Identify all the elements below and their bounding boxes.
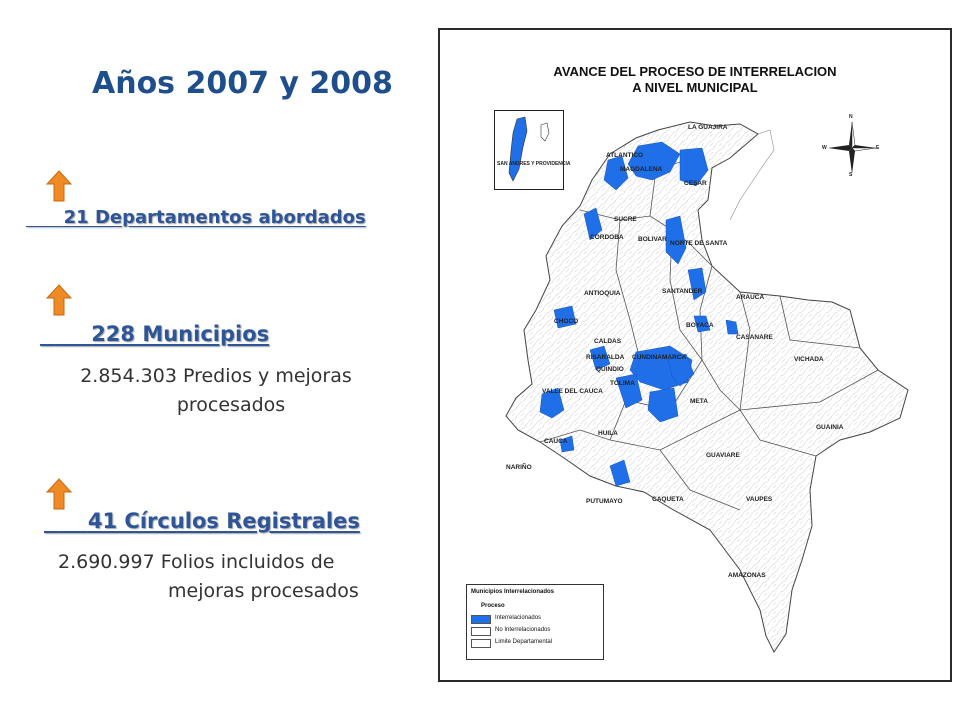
dept-label: CHOCO <box>554 318 579 325</box>
dept-label: CORDOBA <box>590 234 624 241</box>
compass-s: S <box>849 172 853 178</box>
folios-stat <box>54 548 394 607</box>
dept-label: NARIÑO <box>506 464 532 471</box>
predios-line1: 2.854.303 Predios y mejoras <box>80 365 352 387</box>
legend-item: No Interrelacionados <box>495 627 551 633</box>
map-legend <box>466 584 604 660</box>
map-title-line2: A NIVEL MUNICIPAL <box>632 80 758 95</box>
dept-label: BOLIVAR <box>638 236 667 243</box>
dept-label: LA GUAJIRA <box>688 124 728 131</box>
dept-label: ATLANTICO <box>606 152 644 159</box>
folios-line1: 2.690.997 Folios incluidos de <box>58 551 335 573</box>
dept-label: CASANARE <box>736 334 773 341</box>
dept-label: CUNDINAMARCA <box>632 354 687 361</box>
dept-label: MAGDALENA <box>620 166 663 173</box>
predios-stat <box>56 362 376 421</box>
dept-label: CALDAS <box>594 338 622 345</box>
dept-label: VAUPES <box>746 496 773 503</box>
dept-label: CAUCA <box>544 438 568 445</box>
legend-subtitle: Proceso <box>481 603 505 609</box>
departamentos-label: 21 Departamentos abordados <box>63 207 366 228</box>
compass-w: W <box>822 145 827 151</box>
dept-label: HUILA <box>598 430 618 437</box>
map-title-line1: AVANCE DEL PROCESO DE INTERRELACION <box>553 64 837 79</box>
legend-title: Municipios Interrelacionados <box>471 589 555 595</box>
legend-swatch-limite <box>471 639 491 648</box>
dept-label: ARAUCA <box>736 294 765 301</box>
dept-label: SUCRE <box>614 216 637 223</box>
dept-label: META <box>690 398 708 405</box>
dept-label: NORTE DE SANTA <box>670 240 728 247</box>
dept-label: CESAR <box>684 180 707 187</box>
dept-label: RISARALDA <box>586 354 625 361</box>
legend-item: Limite Departamental <box>495 639 553 645</box>
dept-label: BOYACA <box>686 322 714 329</box>
legend-swatch-interrelacionados <box>471 615 491 624</box>
municipios-label: 228 Municipios <box>91 322 270 346</box>
compass-e: E <box>876 145 880 151</box>
legend-item: Interrelacionados <box>495 615 542 621</box>
dept-label: VALLE DEL CAUCA <box>542 388 603 395</box>
folios-line2: mejoras procesados <box>168 580 359 603</box>
municipios-bullet <box>40 298 269 346</box>
circulos-bullet <box>44 485 360 533</box>
inset-label: SAN ANDRES Y PROVIDENCIA <box>497 161 571 167</box>
departamentos-bullet <box>26 186 366 228</box>
compass-n: N <box>849 114 853 120</box>
dept-label: CAQUETA <box>652 496 684 503</box>
dept-label: PUTUMAYO <box>586 498 623 505</box>
circulos-label: 41 Círculos Registrales <box>87 509 360 533</box>
dept-label: AMAZONAS <box>728 572 766 579</box>
dept-label: QUINDIO <box>596 366 624 373</box>
dept-label: VICHADA <box>794 356 824 363</box>
dept-label: TOLIMA <box>610 380 635 387</box>
dept-label: GUAVIARE <box>706 452 740 459</box>
page-title: Años 2007 y 2008 <box>92 66 393 101</box>
predios-line2: procesados <box>176 394 286 417</box>
dept-label: SANTANDER <box>662 288 703 295</box>
dept-label: GUAINIA <box>816 424 844 431</box>
dept-label: ANTIOQUIA <box>584 290 621 297</box>
legend-swatch-no-interrelacionados <box>471 627 491 636</box>
